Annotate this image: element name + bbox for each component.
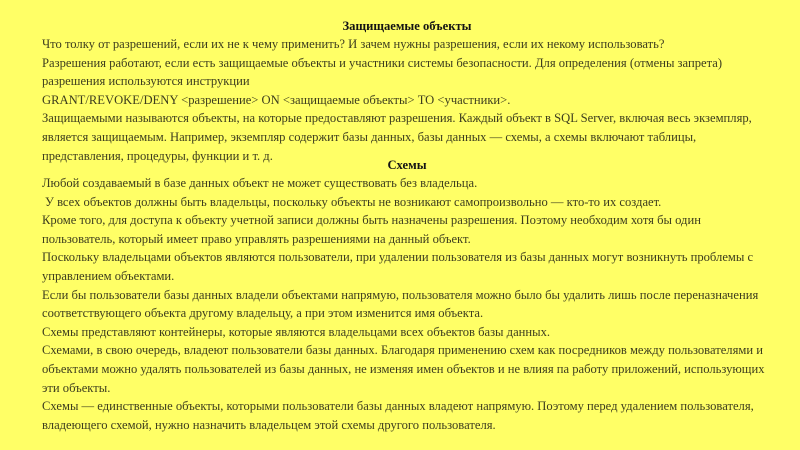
paragraph: У всех объектов должны быть владельцы, поскольку объекты не возникают самопроизвольно — кто-то их создает.: [45, 194, 662, 209]
paragraph: Если бы пользователи базы данных владели объектами напрямую, пользователя можно было бы удалить лишь после переназначения соответствующего объекта другому владельцу, а при этом изменится имя объекта.: [42, 287, 759, 321]
paragraph: Поскольку владельцами объектов являются пользователи, при удалении пользователя из базы данных могут возникнуть проблемы с управлением объектами.: [42, 250, 754, 283]
section-heading-schemas: Схемы: [387, 158, 427, 172]
paragraph: Схемами, в свою очередь, владеют пользователи базы данных. Благодаря применению схем как посредников между пользователями и объектами можно удалять пользователей из базы данных, не изменяя имен объектов и не влияя па работу приложений, использующих эти объекты.: [42, 343, 765, 395]
paragraph: Кроме того, для доступа к объекту учетной записи должны быть назначены разрешения. Поэтому необходим хотя бы один пользователь, который имеет право управлять разрешениями на данный объект.: [42, 213, 701, 246]
paragraph: Разрешения работают, если есть защищаемые объекты и участники системы безопасности. Для определения (отмены запрета) разрешения используются инструкции: [42, 55, 723, 89]
paragraph: Любой создаваемый в базе данных объект не может существовать без владельца.: [42, 176, 478, 190]
paragraph: Что толку от разрешений, если их не к чему применить? И зачем нужны разрешения, если их некому использовать?: [42, 37, 665, 51]
section-heading-securables: Защищаемые объекты: [342, 19, 472, 33]
paragraph: Схемы — единственные объекты, которыми пользователи базы данных владеют напрямую. Поэтому перед удалением пользователя, владеющего схемой, нужно назначить владельцем этой схемы другого пользователя.: [42, 399, 754, 432]
paragraph: Защищаемыми называются объекты, на которые предоставляют разрешения. Каждый объект в SQL Server, включая весь экземпляр, является защищаемым. Например, экземпляр содержит базы данных, базы данных — схемы, а схемы включают таблицы, представления, процедуры, функции и т. д.: [42, 111, 752, 163]
paragraph: Схемы представляют контейнеры, которые являются владельцами всех объектов базы данных.: [42, 324, 551, 339]
section-schemas: [42, 156, 772, 434]
sql-syntax-line: GRANT/REVOKE/DENY <разрешение> ON <защищаемые объекты> TO <участники>.: [42, 92, 511, 107]
section-securables: [42, 17, 772, 165]
